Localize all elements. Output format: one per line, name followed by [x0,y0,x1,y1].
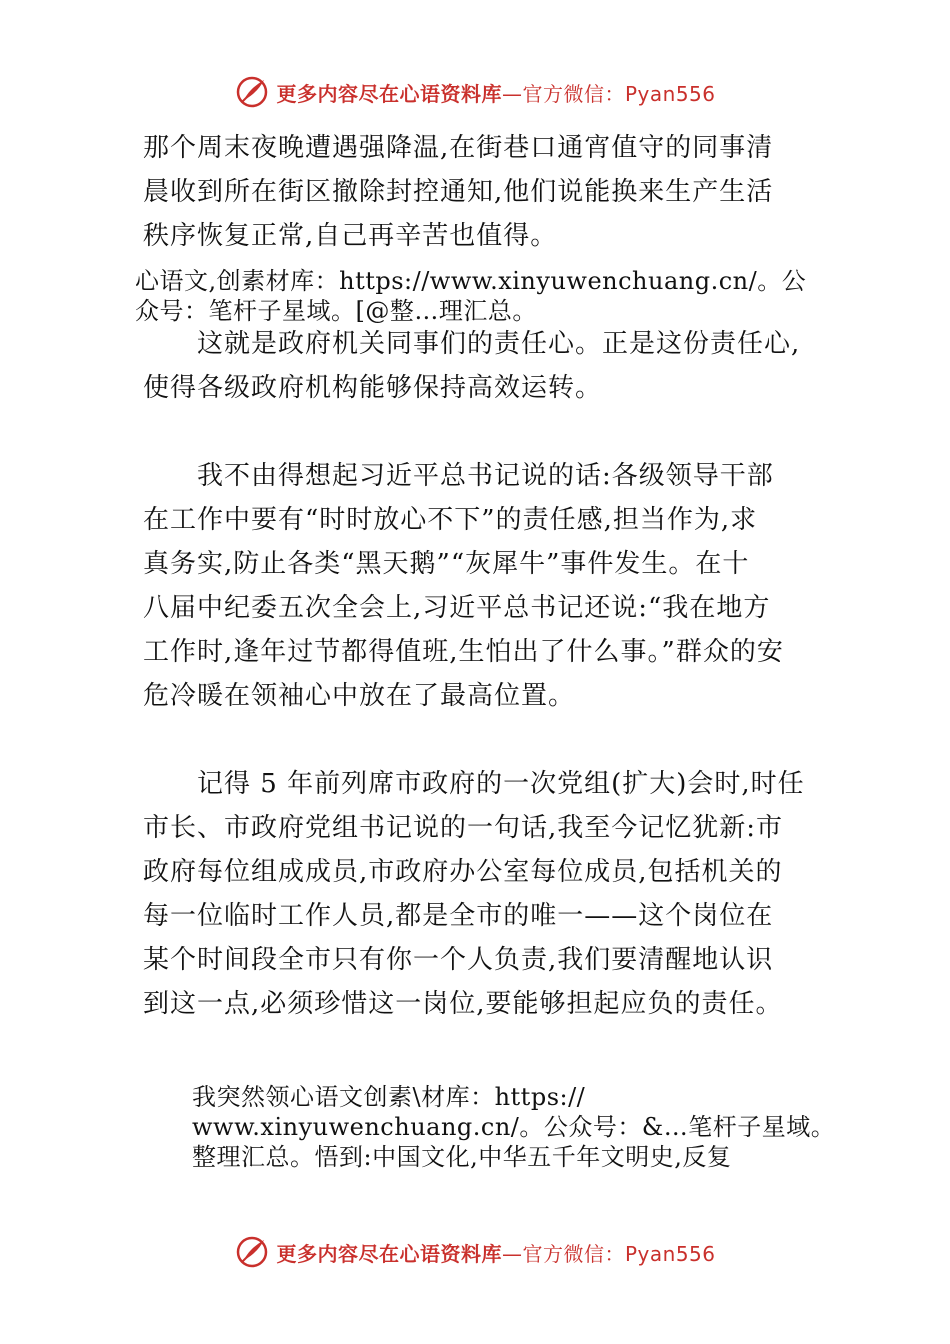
text-line: 每一位临时工作人员,都是全市的唯一——这个岗位在 [143,901,774,931]
text-line: 工作时,逢年过节都得值班,生怕出了什么事。”群众的安 [143,637,784,667]
footer-banner-id: Pyan556 [624,1241,716,1266]
quill-logo-icon [234,74,270,110]
footer-banner-text [276,1238,715,1267]
text-line: 记得 5 年前列席市政府的一次党组(扩大)会时,时任 [143,769,805,799]
header-banner-main: 更多内容尽在心语资料库 [276,81,502,106]
text-line: 秩序恢复正常,自己再辛苦也值得。 [143,221,558,251]
footer-banner-main: 更多内容尽在心语资料库 [276,1241,502,1266]
text-line: 整理汇总。悟到:中国文化,中华五千年文明史,反复 [143,1143,732,1171]
text-line: 心语文,创素材库：https://www.xinyuwenchuang.cn/。公 [135,267,807,295]
text-line: 这就是政府机关同事们的责任心。正是这份责任心, [143,329,801,359]
text-line: 晨收到所在街区撤除封控通知,他们说能换来生产生活 [143,177,774,207]
text-line: 使得各级政府机构能够保持高效运转。 [143,373,603,403]
text-line: 政府每位组成成员,市政府办公室每位成员,包括机关的 [143,857,783,887]
text-line: 真务实,防止各类“黑天鹅”“灰犀牛”事件发生。在十 [143,549,750,579]
text-line: 我突然领心语文创素\材库：https:// [143,1083,586,1111]
footer-banner-tail: 官方微信： [522,1241,625,1266]
header-banner-text [276,78,715,107]
paragraph-3 [143,322,823,410]
text-line: 八届中纪委五次全会上,习近平总书记还说:“我在地方 [143,593,771,623]
header-banner-id: Pyan556 [624,81,716,106]
paragraph-6 [143,1082,843,1172]
text-line: www.xinyuwenchuang.cn/。公众号：&…笔杆子星域。 [143,1113,836,1141]
paragraph-1 [143,126,823,258]
text-line: 某个时间段全市只有你一个人负责,我们要清醒地认识 [143,945,774,975]
quill-logo-icon [234,1234,270,1270]
footer-banner [0,1232,950,1272]
paragraph-5 [143,762,823,1026]
text-line: 在工作中要有“时时放心不下”的责任感,担当作为,求 [143,505,758,535]
footer-banner-sep: — [501,1241,523,1266]
header-banner-tail: 官方微信： [522,81,625,106]
paragraph-4 [143,454,823,718]
text-line: 我不由得想起习近平总书记说的话:各级领导干部 [143,461,774,491]
header-banner [0,72,950,112]
header-banner-sep: — [501,81,523,106]
text-line: 到这一点,必须珍惜这一岗位,要能够担起应负的责任。 [143,989,783,1019]
text-line: 危冷暖在领袖心中放在了最高位置。 [143,681,576,711]
paragraph-2-source-note [135,266,815,326]
text-line: 众号：笔杆子星域。[@整…理汇总。 [135,297,537,325]
text-line: 市长、市政府党组书记说的一句话,我至今记忆犹新:市 [143,813,784,843]
text-line: 那个周末夜晚遭遇强降温,在街巷口通宵值守的同事清 [143,133,774,163]
